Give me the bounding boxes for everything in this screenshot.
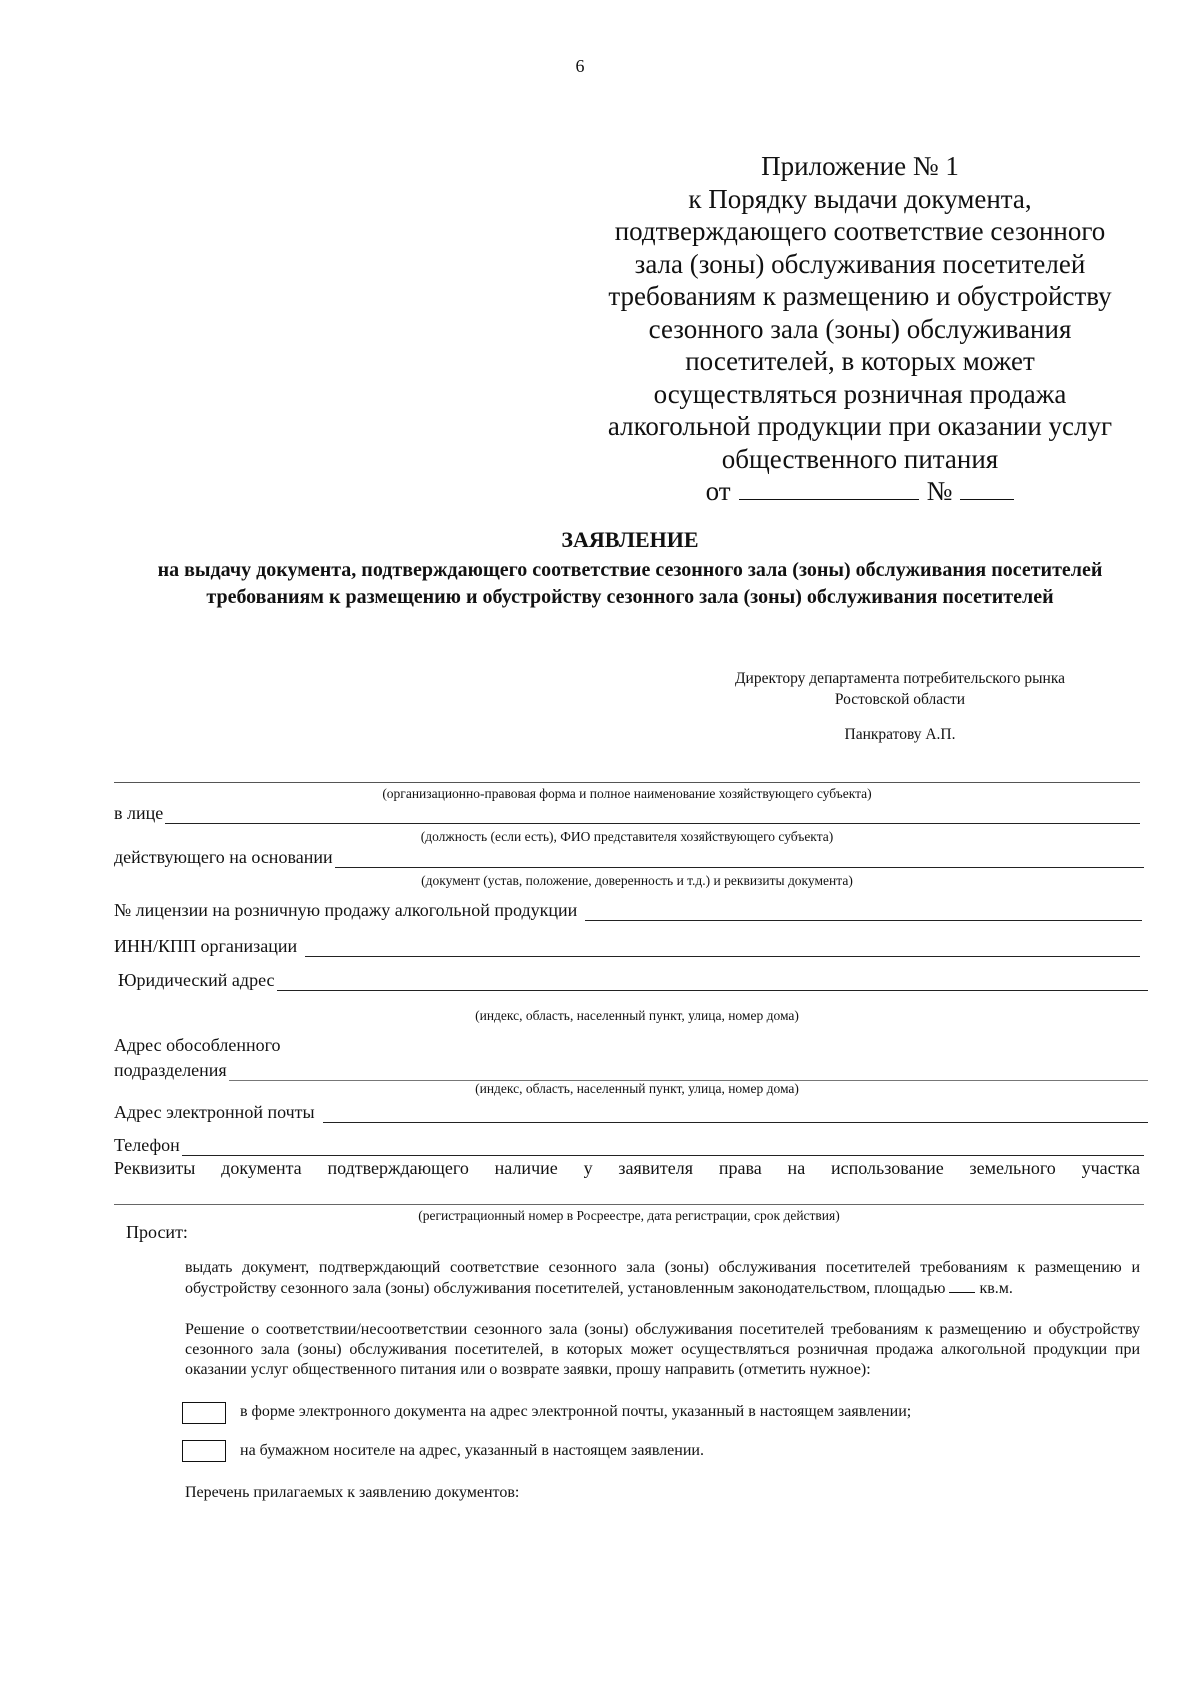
appendix-header [590,150,1130,508]
appendix-line: посетителей, в которых может [685,346,1035,376]
branch-caption: (индекс, область, населенный пункт, улица, номер дома) [475,1081,799,1096]
branch-row [114,1060,1148,1081]
attachments-label: Перечень прилагаемых к заявлению документов: [185,1484,520,1501]
page-number: 6 [575,56,585,76]
date-blank[interactable] [739,477,919,500]
email-option-label: в форме электронного документа на адрес электронной почты, указанный в настоящем заявлении; [240,1403,912,1420]
legal-address-row [118,970,1148,991]
phone-row [114,1135,1144,1156]
branch-label-2: подразделения [114,1060,227,1080]
branch-field[interactable] [229,1062,1148,1081]
document-title: ЗАЯВЛЕНИЕ [561,527,699,552]
appendix-line: алкогольной продукции при оказании услуг [607,411,1113,441]
license-field[interactable] [585,902,1142,921]
appendix-line: общественного питания [721,443,999,474]
basis-label: действующего на основании [114,847,333,867]
legal-address-field[interactable] [277,972,1149,991]
in-person-label: в лице [114,803,164,823]
appendix-line: к Порядку выдачи документа, [688,183,1032,214]
inn-field[interactable] [305,938,1140,957]
appendix-line: сезонного зала (зоны) обслуживания [648,313,1072,344]
inn-label: ИНН/КПП организации [114,936,298,956]
phone-field[interactable] [182,1137,1144,1156]
addressee-line: Директору департамента потребительского рынка [734,670,1066,687]
inn-row [114,936,1140,957]
license-label: № лицензии на розничную продажу алкогольной продукции [114,900,578,920]
org-name-field[interactable] [114,782,1140,783]
basis-caption: (документ (устав, положение, доверенность и т.д.) и реквизиты документа) [421,873,853,888]
org-name-caption: (организационно-правовая форма и полное наименование хозяйствующего субъекта) [382,786,872,801]
prosit-label: Просит: [126,1222,188,1242]
request-text: выдать документ, подтверждающий соответствие сезонного зала (зоны) обслуживания посетителей требованиям к размещению и обустройству сезонного зала (зоны) обслуживания посетителей, установленным законодательством, площадью [185,1259,1140,1297]
ot-label: от [705,476,731,506]
in-person-field[interactable] [165,805,1140,824]
appendix-line: зала (зоны) обслуживания посетителей [634,248,1086,279]
email-label: Адрес электронной почты [114,1102,315,1122]
in-person-caption: (должность (если есть), ФИО представителя хозяйствующего субъекта) [420,829,834,844]
paper-option-label: на бумажном носителе на адрес, указанный в настоящем заявлении. [240,1442,704,1459]
area-field[interactable] [949,1278,975,1293]
appendix-line: требованиям к размещению и обустройству [608,281,1112,311]
addressee-line: Ростовской области [834,691,966,708]
legal-address-label: Юридический адрес [118,970,275,990]
paper-option-checkbox[interactable] [182,1440,226,1462]
number-blank[interactable] [960,477,1014,500]
license-row [114,900,1142,921]
rights-caption: (регистрационный номер в Росреестре, дата регистрации, срок действия) [418,1208,840,1223]
rights-field[interactable] [114,1204,1144,1205]
appendix-date-number [590,475,1130,508]
area-unit: кв.м. [979,1280,1013,1297]
request-paragraph-2: Решение о соответствии/несоответствии сезонного зала (зоны) обслуживания посетителей требованиям к размещению и обустройству сезонного зала (зоны) обслуживания посетителей, в которых может осуществляться розничная продажа алкогольной продукции при оказании услуг общественного питания или о возврате заявки, прошу направить (отметить нужное): [185,1321,1140,1378]
phone-label: Телефон [114,1135,180,1155]
appendix-line: подтверждающего соответствие сезонного [614,216,1106,246]
in-person-row [114,803,1140,824]
email-row [114,1102,1148,1123]
basis-field[interactable] [335,849,1144,868]
basis-row [114,847,1144,868]
no-label: № [926,476,953,506]
document-subtitle: на выдачу документа, подтверждающего соответствие сезонного зала (зоны) обслуживания посетителей требованиям к размещению и обустройству сезонного зала (зоны) обслуживания посетителей [157,559,1103,608]
addressee-name: Панкратову А.П. [844,726,956,743]
legal-address-caption: (индекс, область, населенный пункт, улица, номер дома) [475,1008,799,1023]
email-option-checkbox[interactable] [182,1402,226,1424]
addressee [690,668,1110,745]
appendix-line: Приложение № 1 [761,151,959,181]
request-paragraph-1 [185,1258,1140,1299]
rights-label: Реквизиты документа подтверждающего наличие у заявителя права на использование земельного участка [114,1158,1140,1178]
email-field[interactable] [323,1104,1148,1123]
branch-label-1: Адрес обособленного [114,1035,281,1055]
appendix-line: осуществляться розничная продажа [653,378,1067,409]
